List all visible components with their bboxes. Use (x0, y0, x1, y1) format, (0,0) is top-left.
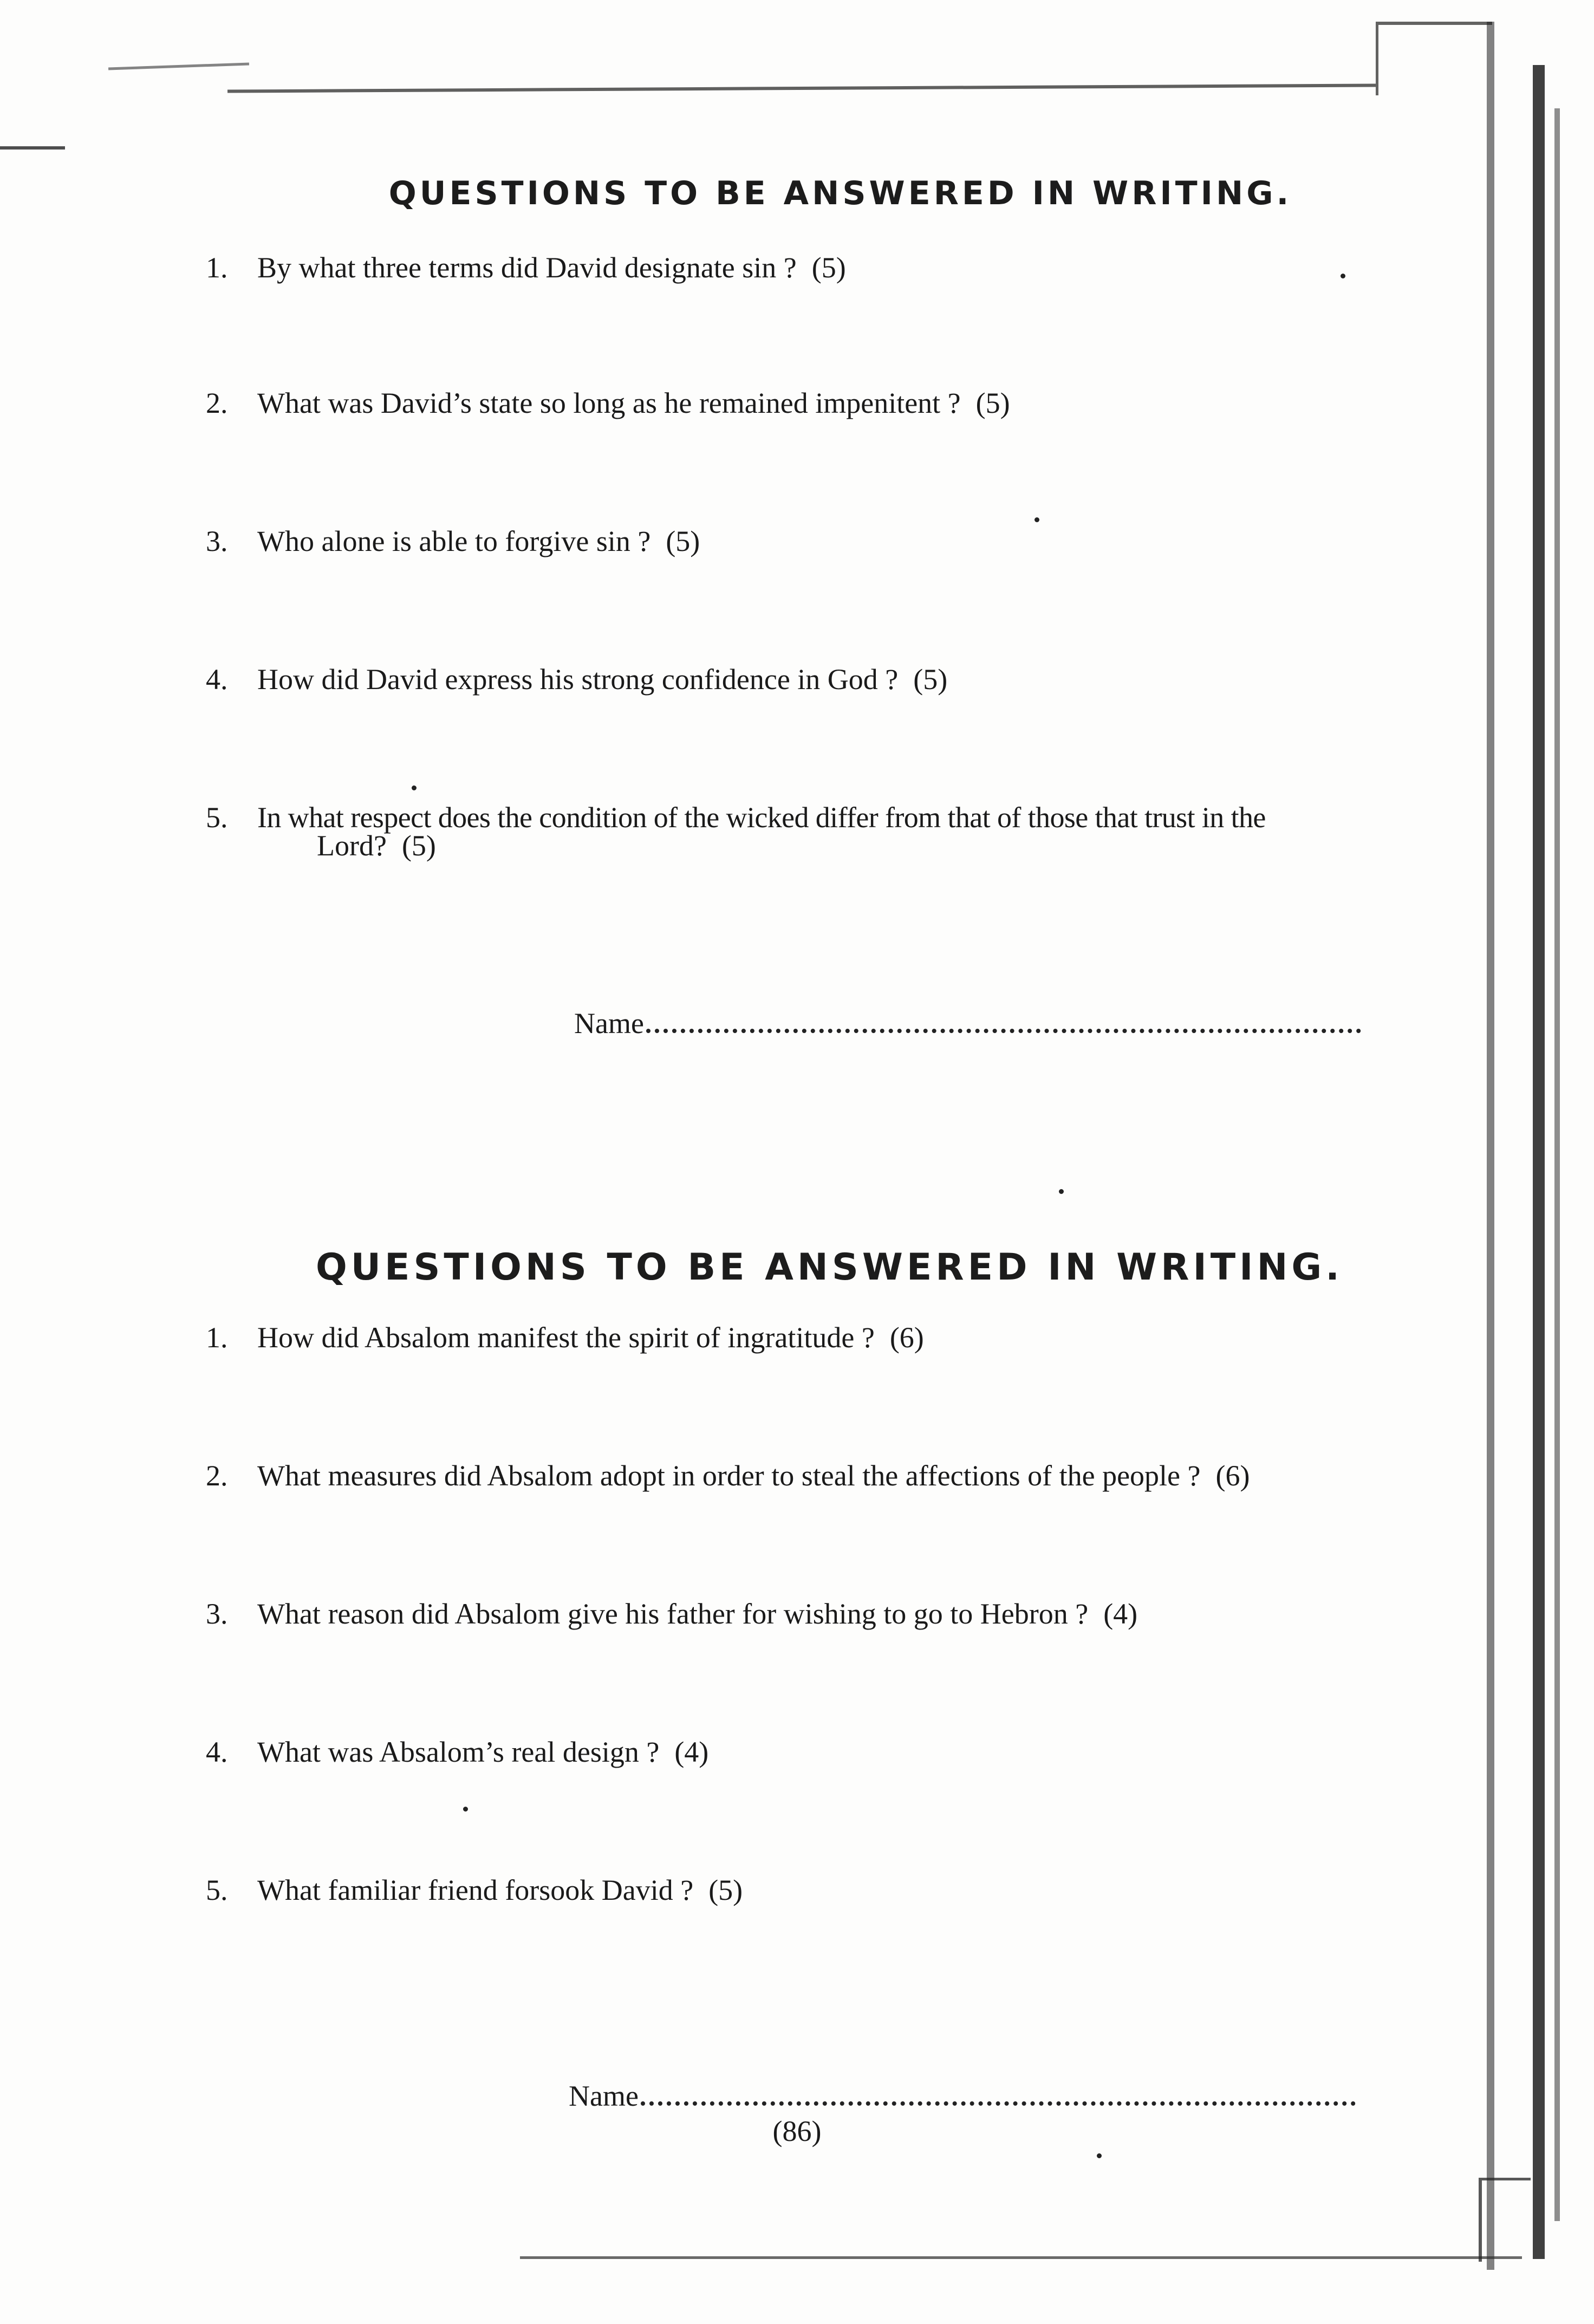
question-number: 5. (206, 801, 228, 834)
question-number: 5. (206, 1874, 228, 1906)
scan-corner-mark (1376, 22, 1492, 95)
question-number: 1. (206, 251, 228, 284)
name-field[interactable] (574, 1008, 1361, 1039)
question-score: (5) (975, 387, 1010, 419)
question-score: (5) (708, 1874, 743, 1906)
question-text: What familiar friend forsook David ? (257, 1874, 694, 1906)
scan-speck (1035, 517, 1039, 522)
question-text: What was David’s state so long as he remained impenitent ? (257, 387, 961, 419)
question-text: By what three terms did David designate sin ? (257, 251, 797, 284)
question-score: (5) (811, 251, 846, 284)
question-score: (4) (674, 1736, 709, 1768)
section-heading: QUESTIONS TO BE ANSWERED IN WRITING. (315, 1246, 1343, 1289)
question-score: (5) (401, 829, 436, 862)
scan-speck (1097, 2153, 1102, 2158)
question-text: How did David express his strong confidence in God ? (257, 663, 899, 696)
question-number: 2. (206, 1459, 228, 1492)
question-score: (5) (913, 663, 948, 696)
question-number: 2. (206, 387, 228, 419)
question-number: 4. (206, 1736, 228, 1768)
scan-speck (463, 1807, 468, 1812)
question-text: What was Absalom’s real design ? (257, 1736, 660, 1768)
question-text: What measures did Absalom adopt in order to steal the affections of the people ? (257, 1459, 1201, 1492)
section-heading: QUESTIONS TO BE ANSWERED IN WRITING. (388, 174, 1292, 212)
binding-edge (1487, 22, 1494, 2270)
question-number: 1. (206, 1321, 228, 1354)
page-number: (86) (772, 2115, 822, 2147)
scan-corner-mark (1479, 2178, 1531, 2262)
question-text-continuation: Lord? (317, 829, 387, 862)
question-number: 4. (206, 663, 228, 696)
scan-edge-mark (108, 62, 249, 70)
question-text: How did Absalom manifest the spirit of ingratitude ? (257, 1321, 875, 1354)
name-label: Name (569, 2080, 639, 2112)
name-dotted-line (641, 2096, 1356, 2106)
question-score: (4) (1103, 1598, 1138, 1630)
question-score: (6) (1215, 1459, 1250, 1492)
scan-left-mark (0, 146, 65, 150)
question-text: What reason did Absalom give his father for wishing to go to Hebron ? (257, 1598, 1089, 1630)
scan-top-border (227, 83, 1376, 93)
scan-speck (1059, 1189, 1064, 1194)
question-score: (5) (666, 525, 700, 557)
question-text: Who alone is able to forgive sin ? (257, 525, 651, 557)
name-dotted-line (646, 1023, 1361, 1033)
question-number: 3. (206, 1598, 228, 1630)
name-label: Name (574, 1007, 644, 1040)
scan-bottom-border (520, 2256, 1522, 2259)
question-text: In what respect does the condition of the wicked differ from that of those that trust in the (257, 801, 1266, 834)
scan-speck (412, 786, 417, 790)
binding-edge (1554, 108, 1560, 2221)
question-score: (6) (889, 1321, 924, 1354)
name-field[interactable] (569, 2080, 1356, 2112)
binding-edge (1533, 65, 1545, 2259)
question-number: 3. (206, 525, 228, 557)
scan-speck (1341, 274, 1345, 278)
